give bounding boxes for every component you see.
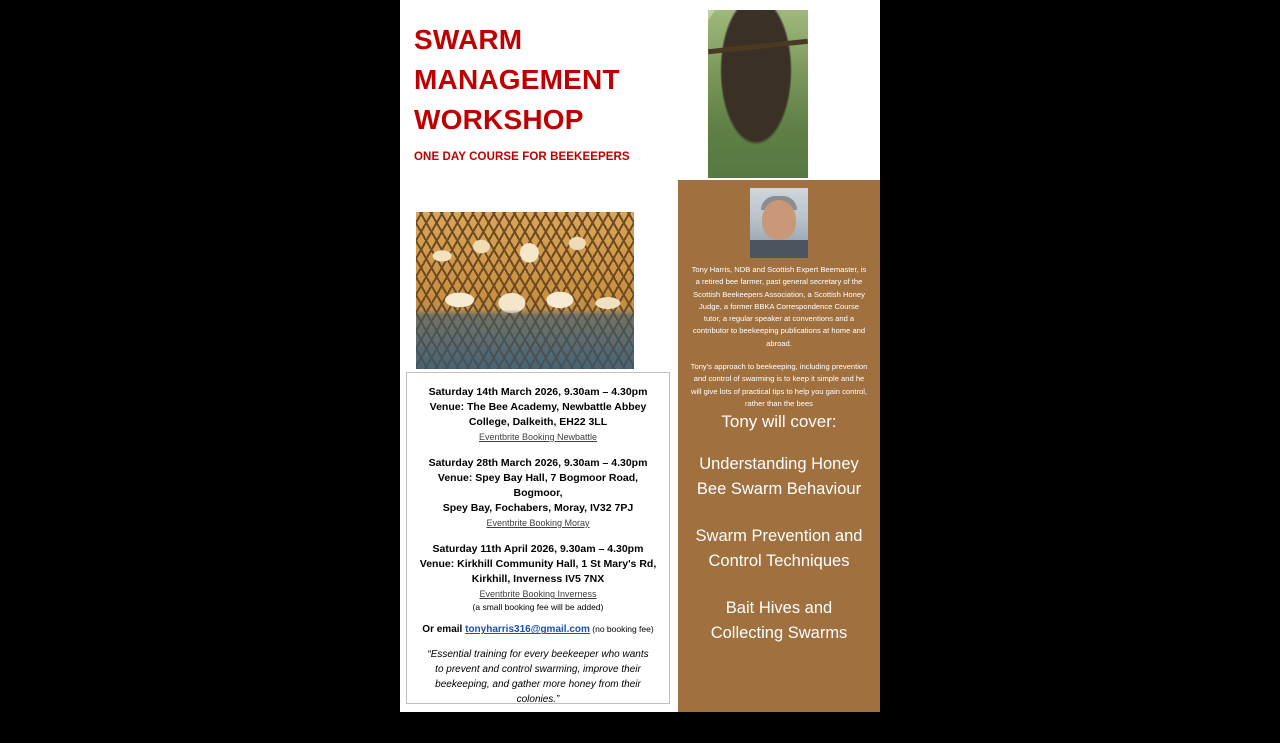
event-date: Saturday 28th March 2026, 9.30am – 4.30pm <box>428 457 648 470</box>
eventbrite-booking-link-newbattle[interactable]: Eventbrite Booking Newbattle <box>478 431 598 442</box>
event-date: Saturday 14th March 2026, 9.30am – 4.30pm <box>428 386 648 398</box>
tree-branch-shape <box>708 39 808 54</box>
event-details-box <box>406 372 670 743</box>
tony-harris-portrait-photo <box>750 188 808 258</box>
email-link[interactable]: tonyharris316@gmail.com <box>465 624 590 636</box>
event-venue-line-1: Venue: Kirkhill Community Hall, 1 St Mary's Rd, <box>419 558 657 571</box>
poster-title-line-1: SWARM <box>414 24 523 55</box>
event-entry <box>417 456 659 530</box>
queen-cells-on-comb-photo <box>416 212 634 369</box>
event-venue-line-2: Kirkhill, Inverness IV5 7NX <box>471 573 605 586</box>
event-date: Saturday 11th April 2026, 9.30am – 4.30pm <box>432 543 644 556</box>
course-contents-heading: Tony will cover: <box>721 412 837 431</box>
poster-heading-block <box>414 20 664 163</box>
course-content-item: Bait Hives and Collecting Swarms <box>710 599 848 643</box>
email-contact-line <box>417 624 659 635</box>
eventbrite-booking-link-inverness[interactable]: Eventbrite Booking Inverness <box>479 589 597 600</box>
portrait-face-shape <box>762 200 796 240</box>
portrait-shirt-shape <box>750 240 808 258</box>
course-content-item: Understanding Honey Bee Swarm Behaviour <box>696 455 862 499</box>
swarm-on-tree-branch-photo <box>708 10 808 178</box>
poster-page <box>400 0 880 743</box>
event-entry <box>417 542 659 613</box>
ticket-price: Tickets £30 <box>505 729 571 743</box>
poster-title-line-3: WORKSHOP <box>414 103 584 135</box>
event-venue-line-1: Venue: Spey Bay Hall, 7 Bogmoor Road, Bogmoor, <box>437 472 639 500</box>
course-contents-list <box>688 452 870 668</box>
event-venue-line-1: Venue: The Bee Academy, Newbattle Abbey <box>429 400 647 413</box>
event-venue-line-2: Spey Bay, Fochabers, Moray, IV32 7PJ <box>442 501 634 514</box>
speaker-biography <box>690 264 868 421</box>
testimonial-quote: “Essential training for every beekeeper who wants to prevent and control swarming, improve their beekeeping, and gather more honey from their colonies.” <box>427 649 649 706</box>
speaker-bio-paragraph-2: Tony's approach to beekeeping, including prevention and control of swarming is to keep it simple and he will give lots of practical tips to help you gain control, rather than the bees <box>690 362 868 408</box>
eventbrite-booking-link-moray[interactable]: Eventbrite Booking Moray <box>486 517 590 528</box>
event-venue-line-2: College, Dalkeith, EH22 3LL <box>468 415 608 428</box>
speaker-info-panel <box>678 180 880 712</box>
poster-subtitle: ONE DAY COURSE FOR BEEKEEPERS <box>414 151 630 164</box>
poster-title-line-2: MANAGEMENT <box>414 63 620 95</box>
email-note-text: (no booking fee) <box>589 624 654 635</box>
email-prefix-text: Or email <box>422 624 466 636</box>
course-content-item: Swarm Prevention and Control Techniques <box>695 527 863 571</box>
event-entry <box>417 385 659 444</box>
booking-fee-note: (a small booking fee will be added) <box>472 601 604 612</box>
speaker-bio-paragraph-1: Tony Harris, NDB and Scottish Expert Beemaster, is a retired bee farmer, past general secretary of the Scottish Beekeepers Association, a Scottish Honey Judge, a former BBKA Correspondence Course tutor, a regular speaker at conventions and a contributor to beekeeping publications at home and abroad. <box>691 265 867 348</box>
